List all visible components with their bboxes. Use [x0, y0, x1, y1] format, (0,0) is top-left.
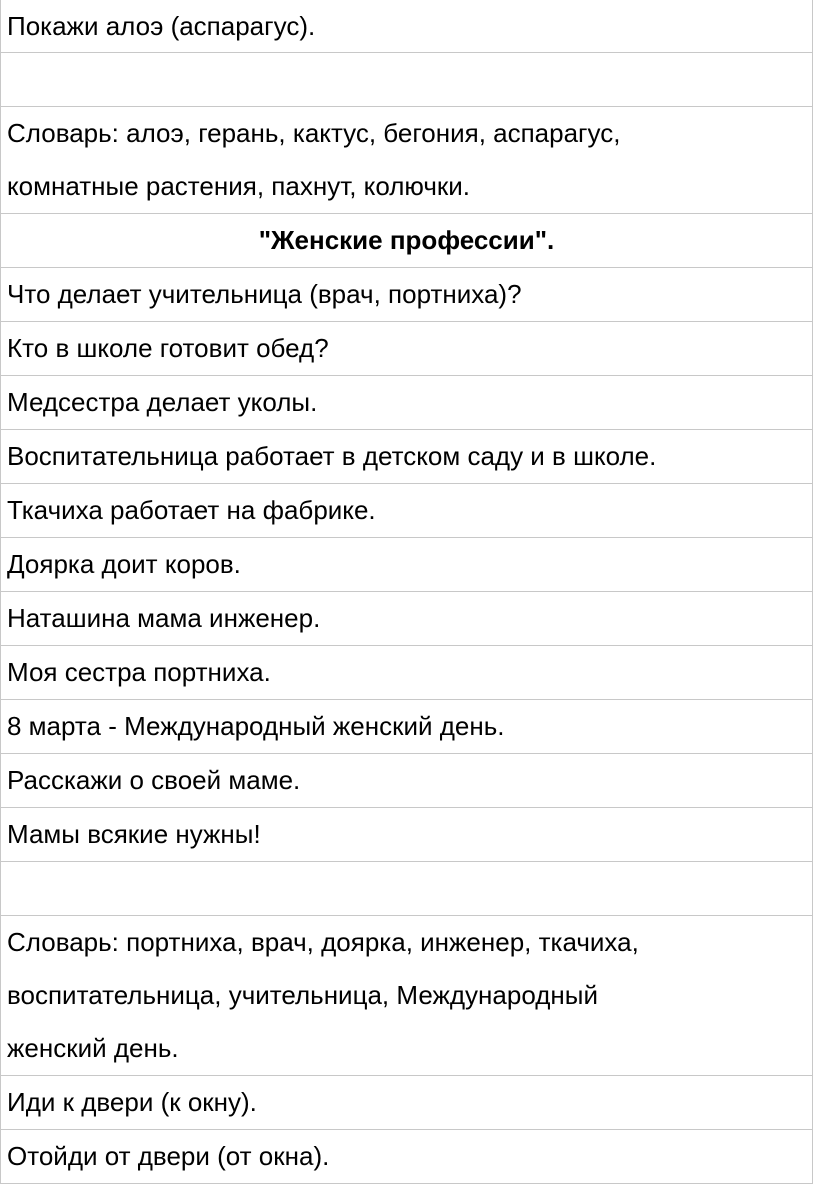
table-row	[0, 538, 813, 592]
row-text: женский день.	[7, 1033, 179, 1063]
row-text: Моя сестра портниха.	[7, 657, 271, 687]
row-text: Мамы всякие нужны!	[7, 819, 261, 849]
table-row-empty	[0, 862, 813, 916]
row-text: Что делает учительница (врач, портниха)?	[7, 279, 522, 309]
row-text: Наташина мама инженер.	[7, 603, 321, 633]
section-heading	[0, 214, 813, 268]
row-text	[7, 862, 806, 915]
table-row-empty	[0, 53, 813, 107]
table-row	[0, 646, 813, 700]
row-text: Иди к двери (к окну).	[7, 1087, 257, 1117]
table-row	[0, 430, 813, 484]
table-row	[0, 484, 813, 538]
row-text: Словарь: алоэ, герань, кактус, бегония, аспарагус,	[7, 118, 621, 148]
row-text	[7, 53, 806, 106]
table-row	[0, 322, 813, 376]
row-text: Кто в школе готовит обед?	[7, 333, 329, 363]
table-row	[0, 700, 813, 754]
row-text: Воспитательница работает в детском саду и в школе.	[7, 441, 657, 471]
table-row	[0, 0, 813, 53]
table-row	[0, 1130, 813, 1184]
table-row	[0, 1076, 813, 1130]
row-text: Ткачиха работает на фабрике.	[7, 495, 376, 525]
table-row	[0, 107, 813, 214]
table-row	[0, 808, 813, 862]
row-text: Словарь: портниха, врач, доярка, инженер, ткачиха,	[7, 927, 639, 957]
row-text: Доярка доит коров.	[7, 549, 241, 579]
heading-text: "Женские профессии".	[258, 225, 555, 255]
row-text: Отойди от двери (от окна).	[7, 1141, 330, 1171]
row-text: воспитательница, учительница, Международный	[7, 980, 598, 1010]
row-text: Расскажи о своей маме.	[7, 765, 301, 795]
table-row	[0, 754, 813, 808]
table-row	[0, 376, 813, 430]
row-text: Покажи алоэ (аспарагус).	[7, 11, 316, 41]
table-row	[0, 916, 813, 1076]
row-text: Медсестра делает уколы.	[7, 387, 318, 417]
table-row	[0, 268, 813, 322]
table-row	[0, 592, 813, 646]
row-text: 8 марта - Международный женский день.	[7, 711, 505, 741]
row-text: комнатные растения, пахнут, колючки.	[7, 171, 470, 201]
